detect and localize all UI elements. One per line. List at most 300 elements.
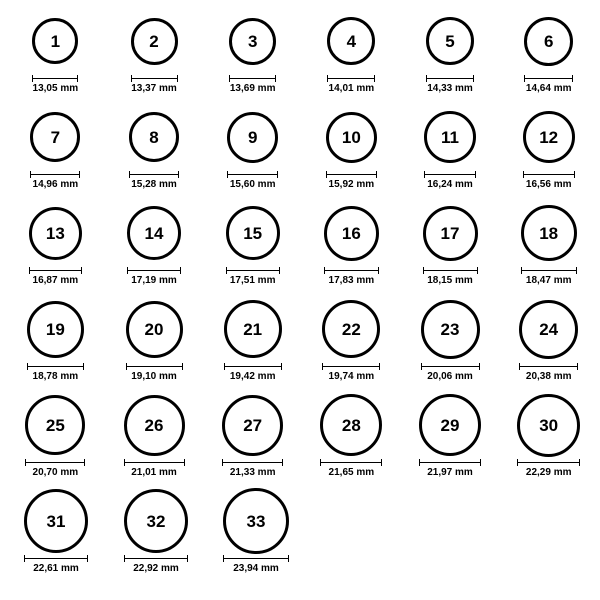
ring-circle [229, 18, 276, 65]
dimension-line [426, 75, 474, 82]
ring-circle [322, 300, 380, 358]
dimension-annotation [524, 75, 573, 94]
dimension-line [224, 363, 282, 370]
ring-size-cell [403, 104, 498, 190]
ring-circle [523, 111, 575, 163]
ring-size-label: 31 [46, 511, 66, 531]
dimension-annotation [30, 171, 80, 190]
dimension-tick-right [475, 171, 476, 178]
dimension-line [521, 267, 577, 274]
ring-circle-wrap [322, 296, 380, 362]
dimension-tick-right [182, 363, 183, 370]
ring-circle [421, 300, 480, 359]
dimension-tick-left [320, 459, 321, 466]
dimension-tick-left [124, 555, 125, 562]
ring-circle-wrap [25, 392, 85, 458]
ring-size-label: 1 [50, 31, 61, 51]
dimension-tick-left [127, 267, 128, 274]
dimension-line [419, 459, 481, 466]
ring-circle-wrap [222, 392, 283, 458]
ring-size-cell [403, 200, 498, 286]
dimension-tick-left [32, 75, 33, 82]
ring-size-label: 5 [445, 31, 455, 51]
dimension-value: 22,29 mm [525, 467, 572, 478]
ring-size-cell [205, 296, 300, 382]
dimension-line [327, 75, 375, 82]
ring-size-label: 32 [146, 511, 166, 531]
dimension-annotation [124, 555, 188, 574]
ring-circle [223, 488, 289, 554]
dimension-tick-right [381, 459, 382, 466]
ring-size-cell [501, 200, 596, 286]
ring-size-cell [304, 104, 399, 190]
dimension-tick-left [29, 267, 30, 274]
ring-size-label: 24 [539, 319, 559, 339]
dimension-line [25, 459, 85, 466]
ring-circle [326, 112, 377, 163]
dimension-value: 17,19 mm [131, 275, 177, 286]
dimension-tick-left [131, 75, 132, 82]
dimension-line [421, 363, 480, 370]
dimension-line [127, 267, 181, 274]
dimension-tick-left [419, 459, 420, 466]
ring-circle-wrap [124, 392, 185, 458]
dimension-tick-right [187, 555, 188, 562]
ring-circle [419, 394, 481, 456]
ring-circle [324, 206, 379, 261]
ring-size-cell [501, 296, 596, 382]
dimension-annotation [124, 459, 185, 478]
dimension-value: 17,51 mm [229, 275, 276, 286]
dimension-tick-left [426, 75, 427, 82]
ring-size-label: 17 [440, 223, 460, 243]
dimension-value: 13,37 mm [131, 83, 177, 94]
dimension-annotation [131, 75, 178, 94]
ring-size-cell [107, 104, 202, 190]
ring-size-cell [501, 8, 596, 94]
ring-size-cell [107, 200, 202, 286]
dimension-annotation [229, 75, 276, 94]
dimension-tick-left [226, 267, 227, 274]
ring-circle-wrap [24, 488, 88, 554]
dimension-value: 17,83 mm [328, 275, 375, 286]
dimension-tick-left [327, 75, 328, 82]
dimension-value: 22,61 mm [33, 563, 79, 574]
ring-size-label: 29 [440, 415, 460, 435]
dimension-value: 16,24 mm [427, 179, 473, 190]
dimension-annotation [326, 171, 377, 190]
ring-circle [129, 112, 179, 162]
ring-circle [24, 489, 88, 553]
ring-size-cell [304, 392, 399, 478]
dimension-annotation [223, 555, 289, 574]
dimension-tick-right [288, 555, 289, 562]
ring-circle-wrap [424, 104, 476, 170]
ring-size-cell [107, 8, 202, 94]
dimension-annotation [327, 75, 375, 94]
ring-circle-wrap [224, 296, 282, 362]
dimension-value: 20,06 mm [427, 371, 473, 382]
dimension-annotation [29, 267, 82, 286]
ring-circle [226, 206, 280, 260]
dimension-value: 20,38 mm [525, 371, 572, 382]
ring-circle [424, 111, 476, 163]
dimension-value: 15,28 mm [131, 179, 177, 190]
dimension-value: 18,15 mm [427, 275, 473, 286]
dimension-value: 19,74 mm [328, 371, 375, 382]
dimension-annotation [222, 459, 283, 478]
ring-size-label: 15 [243, 223, 263, 243]
dimension-tick-right [577, 363, 578, 370]
ring-size-label: 21 [243, 319, 263, 339]
dimension-tick-right [579, 459, 580, 466]
dimension-value: 14,33 mm [427, 83, 473, 94]
dimension-tick-right [177, 75, 178, 82]
ring-circle [224, 300, 282, 358]
ring-circle [227, 112, 278, 163]
ring-size-cell [304, 200, 399, 286]
ring-size-label: 11 [441, 127, 459, 147]
ring-size-cell [205, 200, 300, 286]
dimension-annotation [424, 171, 476, 190]
dimension-line [30, 171, 80, 178]
ring-size-label: 27 [243, 415, 263, 435]
dimension-tick-right [275, 75, 276, 82]
ring-row [4, 8, 596, 104]
ring-size-label: 12 [539, 127, 559, 147]
ring-circle [126, 301, 183, 358]
dimension-tick-right [378, 267, 379, 274]
dimension-line [519, 363, 578, 370]
dimension-tick-right [178, 171, 179, 178]
dimension-value: 14,64 mm [525, 83, 572, 94]
ring-size-cell [107, 392, 202, 478]
dimension-line [24, 555, 88, 562]
ring-circle-wrap [423, 200, 478, 266]
ring-size-cell [8, 296, 103, 382]
dimension-line [322, 363, 380, 370]
dimension-line [320, 459, 382, 466]
dimension-annotation [127, 267, 181, 286]
ring-circle [327, 17, 375, 65]
ring-size-cell [205, 8, 300, 94]
dimension-line [126, 363, 183, 370]
dimension-line [131, 75, 178, 82]
dimension-line [223, 555, 289, 562]
dimension-value: 18,78 mm [32, 371, 79, 382]
ring-row [4, 104, 596, 200]
dimension-tick-left [229, 75, 230, 82]
dimension-tick-right [81, 267, 82, 274]
dimension-annotation [129, 171, 179, 190]
ring-size-label: 6 [543, 31, 554, 51]
ring-circle-wrap [324, 200, 379, 266]
dimension-tick-right [79, 171, 80, 178]
dimension-line [423, 267, 478, 274]
ring-circle [27, 301, 84, 358]
ring-size-cell [501, 104, 596, 190]
ring-circle-wrap [327, 8, 375, 74]
ring-circle-wrap [320, 392, 382, 458]
dimension-tick-left [517, 459, 518, 466]
ring-circle [222, 395, 283, 456]
dimension-annotation [426, 75, 474, 94]
ring-circle-wrap [517, 392, 580, 458]
ring-circle-wrap [521, 200, 577, 266]
ring-circle-wrap [124, 488, 188, 554]
ring-size-cell [107, 296, 202, 382]
dimension-line [226, 267, 280, 274]
dimension-annotation [517, 459, 580, 478]
dimension-tick-right [83, 363, 84, 370]
ring-row [4, 488, 596, 584]
ring-circle-wrap [419, 392, 481, 458]
ring-circle [29, 207, 82, 260]
ring-circle-wrap [129, 104, 179, 170]
ring-size-label: 33 [246, 511, 266, 531]
ring-size-label: 18 [539, 223, 559, 243]
ring-size-cell [8, 488, 104, 574]
dimension-tick-right [374, 75, 375, 82]
dimension-value: 21,65 mm [328, 467, 375, 478]
ring-size-label: 23 [440, 319, 460, 339]
dimension-tick-left [25, 459, 26, 466]
dimension-tick-right [572, 75, 573, 82]
dimension-value: 21,97 mm [427, 467, 473, 478]
ring-size-cell [304, 8, 399, 94]
ring-row [4, 200, 596, 296]
dimension-tick-right [77, 75, 78, 82]
ring-circle [524, 17, 573, 66]
ring-size-label: 20 [144, 319, 164, 339]
dimension-value: 19,42 mm [229, 371, 276, 382]
ring-circle [517, 394, 580, 457]
ring-circle-wrap [227, 104, 278, 170]
ring-size-label: 4 [346, 31, 357, 51]
dimension-value: 15,60 mm [229, 179, 276, 190]
ring-circle-wrap [426, 8, 474, 74]
dimension-line [32, 75, 78, 82]
dimension-tick-right [379, 363, 380, 370]
dimension-line [324, 267, 379, 274]
dimension-value: 14,01 mm [328, 83, 375, 94]
ring-circle-wrap [127, 200, 181, 266]
dimension-line [229, 75, 276, 82]
dimension-annotation [25, 459, 85, 478]
ring-size-label: 9 [247, 127, 258, 147]
dimension-tick-right [277, 171, 278, 178]
ring-size-cell [304, 296, 399, 382]
dimension-tick-left [423, 267, 424, 274]
ring-size-cell [8, 104, 103, 190]
dimension-line [124, 459, 185, 466]
dimension-tick-left [521, 267, 522, 274]
dimension-tick-left [421, 363, 422, 370]
ring-size-label: 14 [144, 223, 164, 243]
dimension-annotation [322, 363, 380, 382]
ring-circle [30, 112, 80, 162]
dimension-tick-left [326, 171, 327, 178]
dimension-tick-right [376, 171, 377, 178]
dimension-value: 23,94 mm [233, 563, 279, 574]
ring-circle-wrap [223, 488, 289, 554]
ring-circle [519, 300, 578, 359]
dimension-tick-right [473, 75, 474, 82]
dimension-value: 13,69 mm [229, 83, 276, 94]
ring-size-label: 25 [45, 415, 65, 435]
dimension-annotation [320, 459, 382, 478]
dimension-tick-left [519, 363, 520, 370]
ring-circle [131, 18, 178, 65]
ring-circle-wrap [523, 104, 575, 170]
dimension-tick-left [524, 75, 525, 82]
dimension-annotation [423, 267, 478, 286]
dimension-annotation [523, 171, 575, 190]
dimension-tick-left [227, 171, 228, 178]
dimension-tick-right [282, 459, 283, 466]
ring-circle-wrap [229, 8, 276, 74]
dimension-value: 16,56 mm [525, 179, 572, 190]
dimension-value: 21,33 mm [229, 467, 276, 478]
ring-circle-wrap [29, 200, 82, 266]
dimension-annotation [32, 75, 78, 94]
dimension-tick-left [27, 363, 28, 370]
dimension-value: 14,96 mm [32, 179, 79, 190]
dimension-tick-left [30, 171, 31, 178]
ring-size-label: 28 [341, 415, 361, 435]
dimension-tick-left [322, 363, 323, 370]
ring-row [4, 392, 596, 488]
ring-size-label: 19 [45, 319, 65, 339]
dimension-line [517, 459, 580, 466]
dimension-value: 22,92 mm [133, 563, 179, 574]
dimension-line [523, 171, 575, 178]
ring-size-cell [108, 488, 204, 574]
dimension-tick-right [576, 267, 577, 274]
ring-circle [25, 395, 85, 455]
ring-circle-wrap [131, 8, 178, 74]
dimension-value: 15,92 mm [328, 179, 375, 190]
ring-size-label: 7 [50, 127, 61, 147]
dimension-value: 20,70 mm [32, 467, 79, 478]
dimension-tick-right [87, 555, 88, 562]
ring-size-cell [8, 8, 103, 94]
dimension-tick-left [129, 171, 130, 178]
dimension-tick-right [180, 267, 181, 274]
ring-size-label: 10 [341, 127, 361, 147]
ring-circle-wrap [326, 104, 377, 170]
ring-circle-wrap [27, 296, 84, 362]
dimension-tick-right [574, 171, 575, 178]
dimension-annotation [227, 171, 278, 190]
ring-circle-wrap [421, 296, 480, 362]
dimension-value: 16,87 mm [32, 275, 79, 286]
dimension-annotation [521, 267, 577, 286]
dimension-line [129, 171, 179, 178]
ring-size-label: 2 [149, 31, 159, 51]
ring-circle-wrap [32, 8, 78, 74]
ring-circle-wrap [524, 8, 573, 74]
ring-size-cell [205, 104, 300, 190]
ring-size-cell [403, 8, 498, 94]
dimension-tick-right [479, 363, 480, 370]
dimension-tick-right [477, 267, 478, 274]
ring-size-label: 30 [539, 415, 559, 435]
dimension-annotation [324, 267, 379, 286]
ring-circle-wrap [126, 296, 183, 362]
ring-circle [127, 206, 181, 260]
dimension-tick-left [223, 555, 224, 562]
dimension-tick-left [523, 171, 524, 178]
ring-circle [521, 205, 577, 261]
dimension-annotation [226, 267, 280, 286]
dimension-value: 21,01 mm [131, 467, 177, 478]
ring-circle [426, 17, 474, 65]
dimension-tick-right [281, 363, 282, 370]
ring-size-label: 13 [45, 223, 65, 243]
dimension-annotation [421, 363, 480, 382]
dimension-tick-left [222, 459, 223, 466]
dimension-tick-right [279, 267, 280, 274]
dimension-annotation [27, 363, 84, 382]
dimension-line [124, 555, 188, 562]
ring-circle [423, 206, 478, 261]
ring-size-label: 22 [341, 319, 361, 339]
dimension-line [424, 171, 476, 178]
dimension-tick-right [480, 459, 481, 466]
ring-circle [320, 394, 382, 456]
dimension-tick-left [424, 171, 425, 178]
dimension-tick-left [24, 555, 25, 562]
dimension-annotation [519, 363, 578, 382]
ring-circle [124, 489, 188, 553]
ring-circle-wrap [226, 200, 280, 266]
ring-size-label: 3 [247, 31, 258, 51]
ring-size-cell [403, 392, 498, 478]
dimension-annotation [419, 459, 481, 478]
ring-size-label: 26 [144, 415, 164, 435]
ring-size-cell [208, 488, 304, 574]
dimension-line [227, 171, 278, 178]
ring-size-cell [403, 296, 498, 382]
dimension-annotation [224, 363, 282, 382]
dimension-annotation [126, 363, 183, 382]
dimension-tick-left [324, 267, 325, 274]
dimension-tick-right [84, 459, 85, 466]
dimension-annotation [24, 555, 88, 574]
dimension-line [326, 171, 377, 178]
ring-size-cell [8, 200, 103, 286]
ring-circle [124, 395, 185, 456]
dimension-value: 19,10 mm [131, 371, 177, 382]
dimension-value: 18,47 mm [525, 275, 572, 286]
dimension-line [222, 459, 283, 466]
dimension-tick-right [184, 459, 185, 466]
ring-size-label: 16 [341, 223, 361, 243]
ring-size-cell [8, 392, 103, 478]
ring-circle-wrap [519, 296, 578, 362]
ring-circle-wrap [30, 104, 80, 170]
dimension-tick-left [124, 459, 125, 466]
ring-circle [32, 18, 78, 64]
dimension-line [524, 75, 573, 82]
dimension-value: 13,05 mm [32, 83, 79, 94]
ring-row [4, 296, 596, 392]
dimension-tick-left [126, 363, 127, 370]
ring-size-label: 8 [149, 127, 159, 147]
ring-size-cell [501, 392, 596, 478]
ring-size-cell [205, 392, 300, 478]
